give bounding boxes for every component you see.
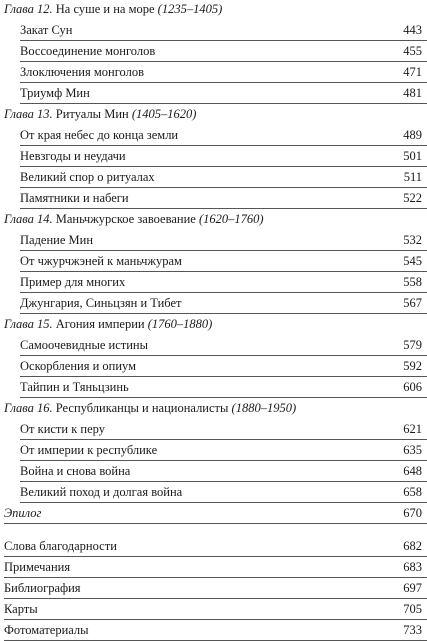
section-title: Пример для многих: [20, 275, 126, 289]
page-number: 648: [403, 464, 422, 478]
toc-entry: [20, 63, 427, 83]
chapter-title: Маньчжурское завоевание: [55, 212, 196, 226]
section-title: Тайпин и Тяньцзинь: [20, 380, 129, 394]
chapter-15-heading: [0, 315, 427, 335]
chapter-years: (1235–1405): [157, 2, 223, 16]
chapter-years: (1405–1620): [131, 107, 197, 121]
chapter-14-heading: [0, 210, 427, 230]
back-matter-title: Фотоматериалы: [4, 623, 89, 637]
section-title: Великий спор о ритуалах: [20, 170, 155, 184]
chapter-title: Агония империи: [55, 317, 145, 331]
page-number: 481: [403, 86, 422, 100]
back-matter-entry: [4, 600, 427, 620]
section-title: От империи к республике: [20, 443, 158, 457]
section-title: Падение Мин: [20, 233, 94, 247]
toc-entry: [20, 252, 427, 272]
toc-entry: [20, 357, 427, 377]
toc-entry: [20, 42, 427, 62]
back-matter-title: Карты: [4, 602, 38, 616]
page-number: 705: [403, 602, 422, 616]
section-title: Джунгария, Синьцзян и Тибет: [20, 296, 182, 310]
section-title: Оскорбления и опиум: [20, 359, 137, 373]
section-title: Великий поход и долгая война: [20, 485, 183, 499]
toc-entry: [20, 231, 427, 251]
toc-entry: [20, 441, 427, 461]
chapter-12-heading: [0, 0, 427, 20]
chapter-years: (1620–1760): [198, 212, 264, 226]
toc-entry: [20, 189, 427, 209]
page-number: 455: [403, 44, 422, 58]
chapter-prefix: Глава 15.: [4, 317, 53, 331]
page-number: 558: [403, 275, 422, 289]
epilogue-entry: [4, 504, 427, 524]
back-matter-entry: [4, 579, 427, 599]
page-number: 489: [403, 128, 422, 142]
epilogue-title: Эпилог: [4, 506, 42, 520]
toc-entry: [20, 378, 427, 398]
chapter-title: Ритуалы Мин: [55, 107, 129, 121]
section-title: Воссоединение монголов: [20, 44, 156, 58]
page-number: 733: [403, 623, 422, 637]
page-number: 682: [403, 539, 422, 553]
back-matter-entry: [4, 558, 427, 578]
section-title: Злоключения монголов: [20, 65, 144, 79]
page-number: 545: [403, 254, 422, 268]
page-number: 579: [403, 338, 422, 352]
toc-entry: [20, 168, 427, 188]
page-number: 471: [403, 65, 422, 79]
toc-entry: [20, 21, 427, 41]
chapter-title: Республиканцы и националисты: [55, 401, 229, 415]
page-number: 522: [403, 191, 422, 205]
section-title: Памятники и набеги: [20, 191, 129, 205]
page-number: 658: [403, 485, 422, 499]
page-number: 443: [403, 23, 422, 37]
back-matter-title: Слова благодарности: [4, 539, 117, 553]
page-number: 635: [403, 443, 422, 457]
toc-entry: [20, 420, 427, 440]
chapter-title: На суше и на море: [55, 2, 155, 16]
section-title: От чжурчжэней к маньчжурам: [20, 254, 182, 268]
back-matter-title: Примечания: [4, 560, 71, 574]
section-title: Самоочевидные истины: [20, 338, 148, 352]
chapter-years: (1760–1880): [147, 317, 213, 331]
back-matter-entry: [4, 621, 427, 641]
page-number: 606: [403, 380, 422, 394]
page-number: 670: [403, 506, 422, 520]
toc-entry: [20, 462, 427, 482]
page-number: 697: [403, 581, 422, 595]
chapter-16-heading: [0, 399, 427, 419]
section-title: Триумф Мин: [20, 86, 90, 100]
toc-entry: [20, 336, 427, 356]
chapter-prefix: Глава 16.: [4, 401, 53, 415]
section-title: Война и снова война: [20, 464, 131, 478]
back-matter-entry: [4, 537, 427, 557]
toc-entry: [20, 84, 427, 104]
section-title: От края небес до конца земли: [20, 128, 179, 142]
back-matter-title: Библиография: [4, 581, 81, 595]
chapter-years: (1880–1950): [231, 401, 297, 415]
toc-entry: [20, 483, 427, 503]
page-number: 683: [403, 560, 422, 574]
toc-entry: [20, 294, 427, 314]
chapter-prefix: Глава 14.: [4, 212, 53, 226]
section-title: Невзгоды и неудачи: [20, 149, 126, 163]
toc-entry: [20, 273, 427, 293]
toc-entry: [20, 147, 427, 167]
page-number: 592: [403, 359, 422, 373]
toc-entry: [20, 126, 427, 146]
chapter-prefix: Глава 13.: [4, 107, 53, 121]
page-number: 501: [403, 149, 422, 163]
chapter-13-heading: [0, 105, 427, 125]
page-number: 532: [403, 233, 422, 247]
chapter-prefix: Глава 12.: [4, 2, 53, 16]
page-number: 511: [403, 170, 422, 184]
page-number: 621: [403, 422, 422, 436]
section-title: Закат Сун: [20, 23, 73, 37]
section-title: От кисти к перу: [20, 422, 105, 436]
page-number: 567: [403, 296, 422, 310]
